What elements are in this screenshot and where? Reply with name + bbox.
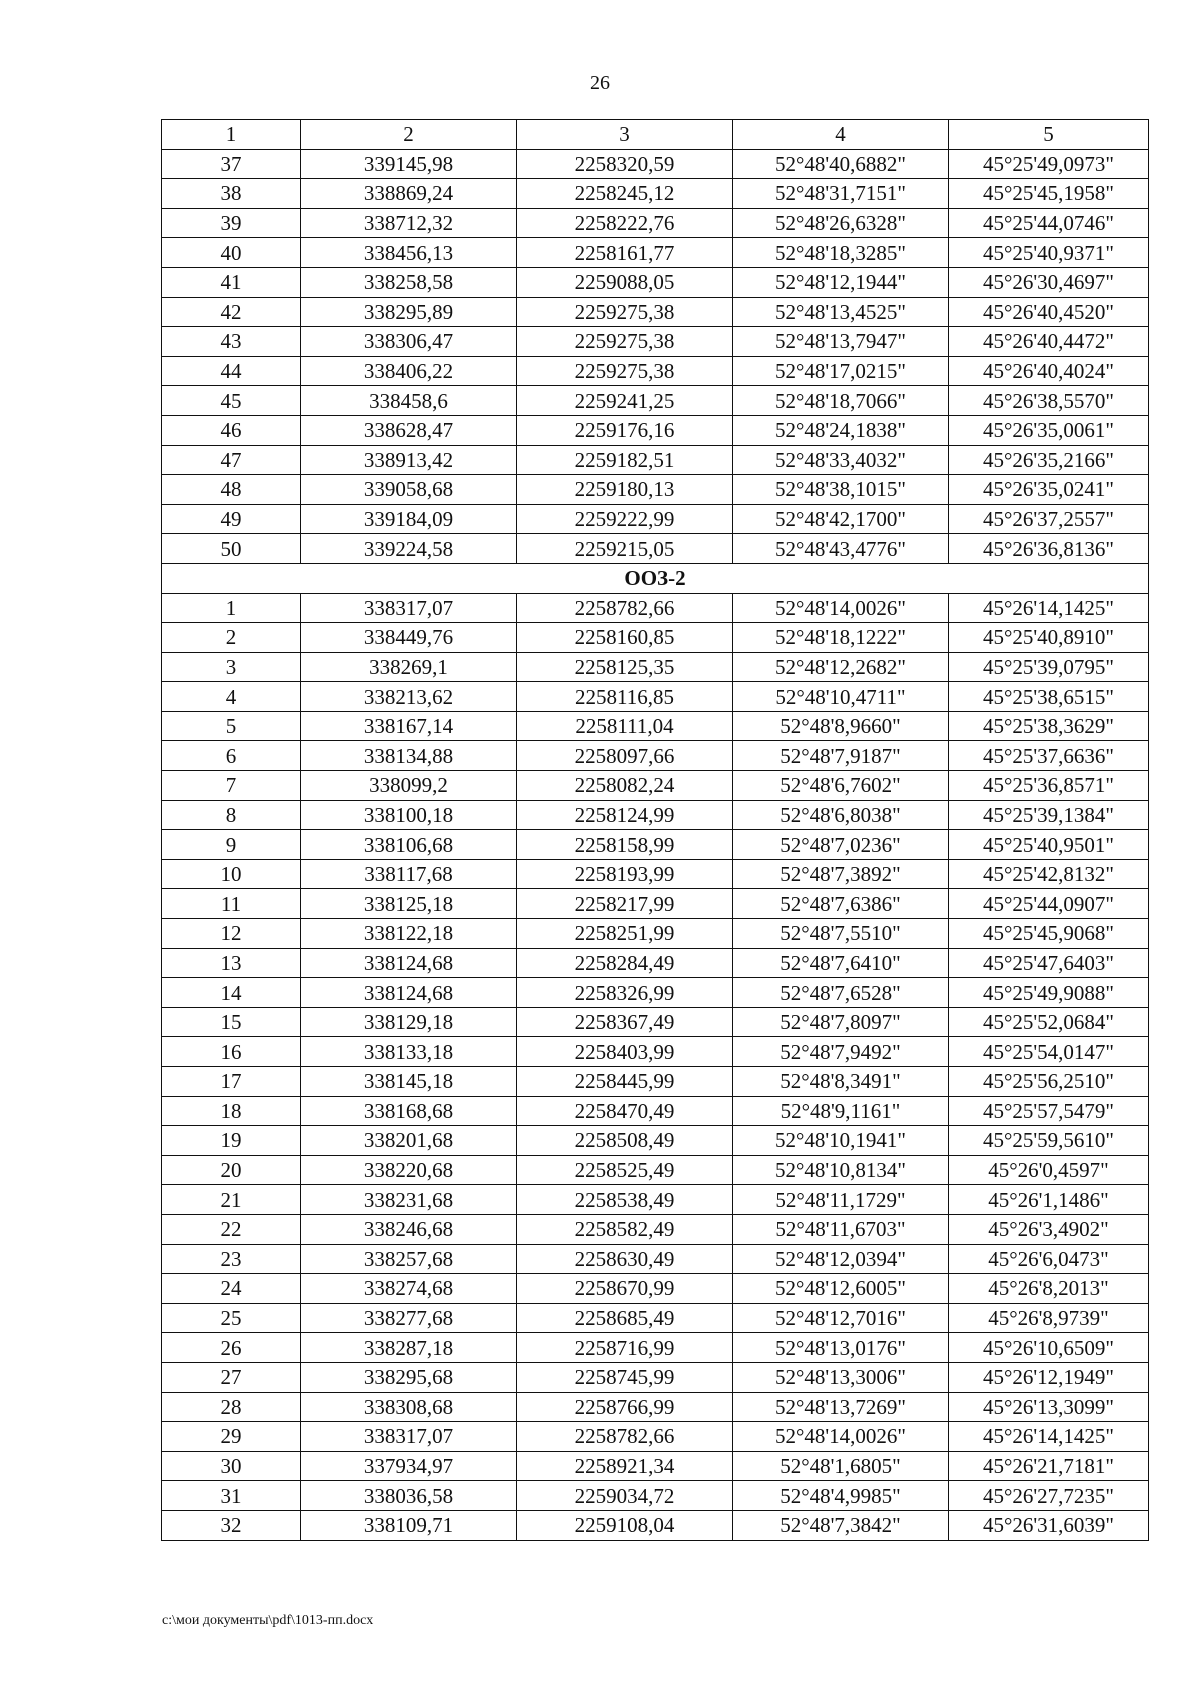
table-row	[162, 386, 1149, 416]
table-cell: 45°25'47,6403"	[949, 948, 1149, 978]
table-cell: 47	[162, 445, 301, 475]
table-cell: 52°48'10,4711"	[733, 682, 949, 712]
table-cell: 2258217,99	[517, 889, 733, 919]
table-cell: 45°26'40,4472"	[949, 327, 1149, 357]
table-row	[162, 1274, 1149, 1304]
table-row	[162, 948, 1149, 978]
table-cell: 25	[162, 1303, 301, 1333]
table-cell: 2258745,99	[517, 1362, 733, 1392]
table-cell: 3	[517, 120, 733, 150]
table-cell: 338167,14	[301, 711, 517, 741]
table-row	[162, 1362, 1149, 1392]
table-cell: 338295,89	[301, 297, 517, 327]
table-cell: 338287,18	[301, 1333, 517, 1363]
table-cell: 2258222,76	[517, 208, 733, 238]
table-cell: 338712,32	[301, 208, 517, 238]
table-cell: 52°48'40,6882"	[733, 149, 949, 179]
table-row	[162, 267, 1149, 297]
table-cell: 52°48'12,1944"	[733, 267, 949, 297]
table-cell: 44	[162, 356, 301, 386]
table-cell: 52°48'13,4525"	[733, 297, 949, 327]
table-cell: 338628,47	[301, 415, 517, 445]
table-cell: 52°48'7,9187"	[733, 741, 949, 771]
table-cell: 52°48'12,2682"	[733, 652, 949, 682]
table-cell: 52°48'9,1161"	[733, 1096, 949, 1126]
table-cell: 338109,71	[301, 1510, 517, 1540]
table-cell: 338145,18	[301, 1067, 517, 1097]
table-cell: 20	[162, 1155, 301, 1185]
table-cell: 45°25'52,0684"	[949, 1007, 1149, 1037]
table-cell: 45°25'39,0795"	[949, 652, 1149, 682]
table-row	[162, 1126, 1149, 1156]
table-cell: 338099,2	[301, 771, 517, 801]
table-cell: 43	[162, 327, 301, 357]
table-row	[162, 1510, 1149, 1540]
table-cell: 45°25'49,0973"	[949, 149, 1149, 179]
table-cell: 338449,76	[301, 623, 517, 653]
table-cell: 16	[162, 1037, 301, 1067]
table-cell: 339058,68	[301, 475, 517, 505]
table-cell: 24	[162, 1274, 301, 1304]
table-cell: 28	[162, 1392, 301, 1422]
table-cell: 52°48'26,6328"	[733, 208, 949, 238]
table-cell: 338258,58	[301, 267, 517, 297]
table-cell: 52°48'7,3892"	[733, 859, 949, 889]
table-cell: 338869,24	[301, 179, 517, 209]
table-row	[162, 1481, 1149, 1511]
table-cell: 338306,47	[301, 327, 517, 357]
table-cell: 52°48'7,0236"	[733, 830, 949, 860]
table-cell: 45°25'59,5610"	[949, 1126, 1149, 1156]
table-row	[162, 1007, 1149, 1037]
table-row	[162, 1155, 1149, 1185]
table-cell: 2259215,05	[517, 534, 733, 564]
table-cell: 45°26'31,6039"	[949, 1510, 1149, 1540]
table-cell: 37	[162, 149, 301, 179]
table-cell: 2258082,24	[517, 771, 733, 801]
table-cell: 45°25'45,9068"	[949, 919, 1149, 949]
table-cell: 52°48'7,6386"	[733, 889, 949, 919]
table-cell: 22	[162, 1214, 301, 1244]
table-row	[162, 534, 1149, 564]
table-cell: 2259088,05	[517, 267, 733, 297]
page-number: 26	[590, 72, 610, 94]
table-cell: 2258470,49	[517, 1096, 733, 1126]
table-cell: 338458,6	[301, 386, 517, 416]
table-cell: 2258921,34	[517, 1451, 733, 1481]
table-row	[162, 1214, 1149, 1244]
table-cell: 52°48'1,6805"	[733, 1451, 949, 1481]
table-cell: 2259180,13	[517, 475, 733, 505]
table-cell: 52°48'13,7269"	[733, 1392, 949, 1422]
table-row	[162, 238, 1149, 268]
table-row	[162, 415, 1149, 445]
table-cell: 338317,07	[301, 593, 517, 623]
table-cell: 21	[162, 1185, 301, 1215]
table-cell: 2258326,99	[517, 978, 733, 1008]
table-cell: 2259222,99	[517, 504, 733, 534]
table-cell: 29	[162, 1422, 301, 1452]
table-cell: 52°48'11,6703"	[733, 1214, 949, 1244]
table-cell: 45°26'40,4520"	[949, 297, 1149, 327]
table-cell: 10	[162, 859, 301, 889]
table-cell: 45°26'12,1949"	[949, 1362, 1149, 1392]
table-cell: 2258630,49	[517, 1244, 733, 1274]
table-cell: 45°25'39,1384"	[949, 800, 1149, 830]
table-cell: 45°26'30,4697"	[949, 267, 1149, 297]
table-cell: 45°25'40,9501"	[949, 830, 1149, 860]
table-cell: 2259034,72	[517, 1481, 733, 1511]
table-cell: 337934,97	[301, 1451, 517, 1481]
coordinates-table-body	[162, 120, 1149, 1541]
table-cell: 1	[162, 120, 301, 150]
table-row	[162, 1037, 1149, 1067]
table-cell: 45°26'1,1486"	[949, 1185, 1149, 1215]
table-cell: 338117,68	[301, 859, 517, 889]
table-row	[162, 179, 1149, 209]
table-cell: 2	[162, 623, 301, 653]
table-row	[162, 1303, 1149, 1333]
table-cell: 52°48'7,9492"	[733, 1037, 949, 1067]
table-cell: 46	[162, 415, 301, 445]
table-row	[162, 800, 1149, 830]
table-cell: 45°26'40,4024"	[949, 356, 1149, 386]
table-cell: 3	[162, 652, 301, 682]
table-row	[162, 1422, 1149, 1452]
table-row	[162, 889, 1149, 919]
table-cell: 45°25'38,3629"	[949, 711, 1149, 741]
table-cell: 45°26'14,1425"	[949, 593, 1149, 623]
table-cell: 52°48'7,5510"	[733, 919, 949, 949]
table-cell: 2258445,99	[517, 1067, 733, 1097]
table-cell: 45°26'37,2557"	[949, 504, 1149, 534]
table-cell: 52°48'6,8038"	[733, 800, 949, 830]
table-cell: 13	[162, 948, 301, 978]
table-cell: 338124,68	[301, 978, 517, 1008]
table-cell: 49	[162, 504, 301, 534]
table-cell: 2258670,99	[517, 1274, 733, 1304]
table-row	[162, 711, 1149, 741]
table-cell: 2258367,49	[517, 1007, 733, 1037]
table-cell: 338133,18	[301, 1037, 517, 1067]
table-cell: 45°26'6,0473"	[949, 1244, 1149, 1274]
table-cell: 45°26'21,7181"	[949, 1451, 1149, 1481]
table-cell: 2258111,04	[517, 711, 733, 741]
table-cell: 338122,18	[301, 919, 517, 949]
table-cell: 2258582,49	[517, 1214, 733, 1244]
table-row	[162, 1244, 1149, 1274]
table-cell: 45°25'49,9088"	[949, 978, 1149, 1008]
table-cell: 338134,88	[301, 741, 517, 771]
table-row	[162, 445, 1149, 475]
table-cell: 45°25'54,0147"	[949, 1037, 1149, 1067]
table-row	[162, 593, 1149, 623]
table-cell: 45°26'27,7235"	[949, 1481, 1149, 1511]
table-cell: 52°48'18,1222"	[733, 623, 949, 653]
table-row	[162, 475, 1149, 505]
table-cell: 45°26'8,2013"	[949, 1274, 1149, 1304]
table-cell: 2259182,51	[517, 445, 733, 475]
table-cell: 45°25'37,6636"	[949, 741, 1149, 771]
table-cell: 338124,68	[301, 948, 517, 978]
table-cell: 338317,07	[301, 1422, 517, 1452]
table-cell: 52°48'7,6528"	[733, 978, 949, 1008]
table-row	[162, 919, 1149, 949]
table-cell: 2258251,99	[517, 919, 733, 949]
table-cell: 7	[162, 771, 301, 801]
table-cell: 2259275,38	[517, 356, 733, 386]
table-cell: 2258193,99	[517, 859, 733, 889]
table-cell: 12	[162, 919, 301, 949]
table-cell: 50	[162, 534, 301, 564]
table-cell: 5	[162, 711, 301, 741]
table-cell: 338100,18	[301, 800, 517, 830]
table-cell: 2258685,49	[517, 1303, 733, 1333]
table-cell: 52°48'10,8134"	[733, 1155, 949, 1185]
table-cell: 45°25'44,0907"	[949, 889, 1149, 919]
table-cell: 1	[162, 593, 301, 623]
table-cell: 11	[162, 889, 301, 919]
table-cell: 2258284,49	[517, 948, 733, 978]
table-row	[162, 208, 1149, 238]
table-cell: 52°48'31,7151"	[733, 179, 949, 209]
table-cell: 32	[162, 1510, 301, 1540]
table-cell: 339224,58	[301, 534, 517, 564]
table-cell: 52°48'12,0394"	[733, 1244, 949, 1274]
table-cell: 2258158,99	[517, 830, 733, 860]
table-cell: 52°48'13,3006"	[733, 1362, 949, 1392]
table-row	[162, 652, 1149, 682]
table-cell: 19	[162, 1126, 301, 1156]
table-row	[162, 771, 1149, 801]
table-cell: 2258245,12	[517, 179, 733, 209]
table-row	[162, 859, 1149, 889]
table-cell: 2258716,99	[517, 1333, 733, 1363]
table-cell: 338274,68	[301, 1274, 517, 1304]
table-cell: 45°26'14,1425"	[949, 1422, 1149, 1452]
table-row	[162, 1333, 1149, 1363]
table-cell: 2258766,99	[517, 1392, 733, 1422]
table-cell: 15	[162, 1007, 301, 1037]
table-cell: 2258782,66	[517, 593, 733, 623]
section-row	[162, 563, 1149, 593]
table-cell: 45°26'8,9739"	[949, 1303, 1149, 1333]
table-cell: 52°48'14,0026"	[733, 593, 949, 623]
table-cell: 2258320,59	[517, 149, 733, 179]
table-cell: 339184,09	[301, 504, 517, 534]
table-cell: 338201,68	[301, 1126, 517, 1156]
table-cell: 338277,68	[301, 1303, 517, 1333]
table-cell: 2258116,85	[517, 682, 733, 712]
table-cell: 4	[733, 120, 949, 150]
table-cell: 9	[162, 830, 301, 860]
table-cell: 338129,18	[301, 1007, 517, 1037]
table-cell: 52°48'6,7602"	[733, 771, 949, 801]
table-cell: 45°26'13,3099"	[949, 1392, 1149, 1422]
table-row	[162, 978, 1149, 1008]
table-cell: 338213,62	[301, 682, 517, 712]
table-cell: 45°26'36,8136"	[949, 534, 1149, 564]
table-cell: 2258538,49	[517, 1185, 733, 1215]
table-cell: 338168,68	[301, 1096, 517, 1126]
table-cell: 52°48'11,1729"	[733, 1185, 949, 1215]
table-cell: 39	[162, 208, 301, 238]
table-cell: 52°48'43,4776"	[733, 534, 949, 564]
table-cell: 2258160,85	[517, 623, 733, 653]
table-cell: 26	[162, 1333, 301, 1363]
table-row	[162, 1067, 1149, 1097]
table-cell: 45	[162, 386, 301, 416]
table-cell: 17	[162, 1067, 301, 1097]
table-cell: 2258403,99	[517, 1037, 733, 1067]
table-cell: 45°25'44,0746"	[949, 208, 1149, 238]
table-cell: 45°26'38,5570"	[949, 386, 1149, 416]
table-cell: 338269,1	[301, 652, 517, 682]
table-cell: 2259108,04	[517, 1510, 733, 1540]
table-row	[162, 504, 1149, 534]
table-row	[162, 327, 1149, 357]
coordinates-table	[161, 119, 1149, 1541]
table-cell: 27	[162, 1362, 301, 1392]
table-cell: 2	[301, 120, 517, 150]
table-cell: 45°25'40,9371"	[949, 238, 1149, 268]
table-cell: 45°26'35,0061"	[949, 415, 1149, 445]
table-cell: 18	[162, 1096, 301, 1126]
table-cell: 45°25'38,6515"	[949, 682, 1149, 712]
table-cell: 338406,22	[301, 356, 517, 386]
table-cell: 2259176,16	[517, 415, 733, 445]
table-cell: 6	[162, 741, 301, 771]
table-cell: 2259275,38	[517, 297, 733, 327]
table-row	[162, 682, 1149, 712]
table-cell: 45°26'35,2166"	[949, 445, 1149, 475]
table-row	[162, 1185, 1149, 1215]
table-cell: 338257,68	[301, 1244, 517, 1274]
table-cell: 5	[949, 120, 1149, 150]
table-cell: 2259275,38	[517, 327, 733, 357]
table-cell: 48	[162, 475, 301, 505]
table-cell: 338220,68	[301, 1155, 517, 1185]
table-cell: 45°26'0,4597"	[949, 1155, 1149, 1185]
table-cell: 338456,13	[301, 238, 517, 268]
table-cell: 2258125,35	[517, 652, 733, 682]
table-cell: 52°48'7,8097"	[733, 1007, 949, 1037]
table-cell: 338295,68	[301, 1362, 517, 1392]
table-cell: 52°48'13,7947"	[733, 327, 949, 357]
table-cell: 338125,18	[301, 889, 517, 919]
table-header-row	[162, 120, 1149, 150]
table-cell: 45°25'42,8132"	[949, 859, 1149, 889]
table-cell: 338231,68	[301, 1185, 517, 1215]
table-cell: 45°26'35,0241"	[949, 475, 1149, 505]
table-cell: 52°48'4,9985"	[733, 1481, 949, 1511]
table-cell: 52°48'14,0026"	[733, 1422, 949, 1452]
table-cell: 52°48'33,4032"	[733, 445, 949, 475]
table-cell: 52°48'10,1941"	[733, 1126, 949, 1156]
table-cell: 52°48'7,3842"	[733, 1510, 949, 1540]
table-cell: 338246,68	[301, 1214, 517, 1244]
table-cell: 40	[162, 238, 301, 268]
table-row	[162, 623, 1149, 653]
table-row	[162, 1451, 1149, 1481]
table-cell: 42	[162, 297, 301, 327]
table-cell: 45°26'3,4902"	[949, 1214, 1149, 1244]
table-cell: 52°48'38,1015"	[733, 475, 949, 505]
table-row	[162, 1392, 1149, 1422]
table-cell: 52°48'7,6410"	[733, 948, 949, 978]
table-cell: 45°25'56,2510"	[949, 1067, 1149, 1097]
table-cell: 4	[162, 682, 301, 712]
table-cell: 41	[162, 267, 301, 297]
table-cell: 339145,98	[301, 149, 517, 179]
table-cell: 52°48'18,7066"	[733, 386, 949, 416]
section-title: ООЗ-2	[162, 563, 1149, 593]
table-cell: 52°48'12,6005"	[733, 1274, 949, 1304]
table-row	[162, 297, 1149, 327]
table-cell: 2258097,66	[517, 741, 733, 771]
table-row	[162, 149, 1149, 179]
table-cell: 52°48'17,0215"	[733, 356, 949, 386]
table-cell: 30	[162, 1451, 301, 1481]
table-cell: 45°25'45,1958"	[949, 179, 1149, 209]
table-cell: 2258508,49	[517, 1126, 733, 1156]
table-cell: 52°48'8,9660"	[733, 711, 949, 741]
table-cell: 338913,42	[301, 445, 517, 475]
table-row	[162, 830, 1149, 860]
table-cell: 14	[162, 978, 301, 1008]
table-cell: 338308,68	[301, 1392, 517, 1422]
table-cell: 2258124,99	[517, 800, 733, 830]
table-cell: 52°48'12,7016"	[733, 1303, 949, 1333]
table-cell: 45°25'36,8571"	[949, 771, 1149, 801]
table-cell: 338106,68	[301, 830, 517, 860]
table-cell: 2259241,25	[517, 386, 733, 416]
table-cell: 52°48'42,1700"	[733, 504, 949, 534]
table-row	[162, 1096, 1149, 1126]
table-cell: 45°25'40,8910"	[949, 623, 1149, 653]
table-cell: 23	[162, 1244, 301, 1274]
table-cell: 52°48'8,3491"	[733, 1067, 949, 1097]
table-cell: 45°26'10,6509"	[949, 1333, 1149, 1363]
footer-file-path: c:\мои документы\pdf\1013-пп.docx	[162, 1613, 374, 1628]
table-cell: 52°48'13,0176"	[733, 1333, 949, 1363]
table-cell: 38	[162, 179, 301, 209]
table-cell: 31	[162, 1481, 301, 1511]
table-cell: 52°48'24,1838"	[733, 415, 949, 445]
table-cell: 338036,58	[301, 1481, 517, 1511]
table-cell: 2258782,66	[517, 1422, 733, 1452]
table-row	[162, 741, 1149, 771]
table-cell: 8	[162, 800, 301, 830]
table-row	[162, 356, 1149, 386]
table-cell: 2258161,77	[517, 238, 733, 268]
table-cell: 2258525,49	[517, 1155, 733, 1185]
table-cell: 45°25'57,5479"	[949, 1096, 1149, 1126]
table-cell: 52°48'18,3285"	[733, 238, 949, 268]
